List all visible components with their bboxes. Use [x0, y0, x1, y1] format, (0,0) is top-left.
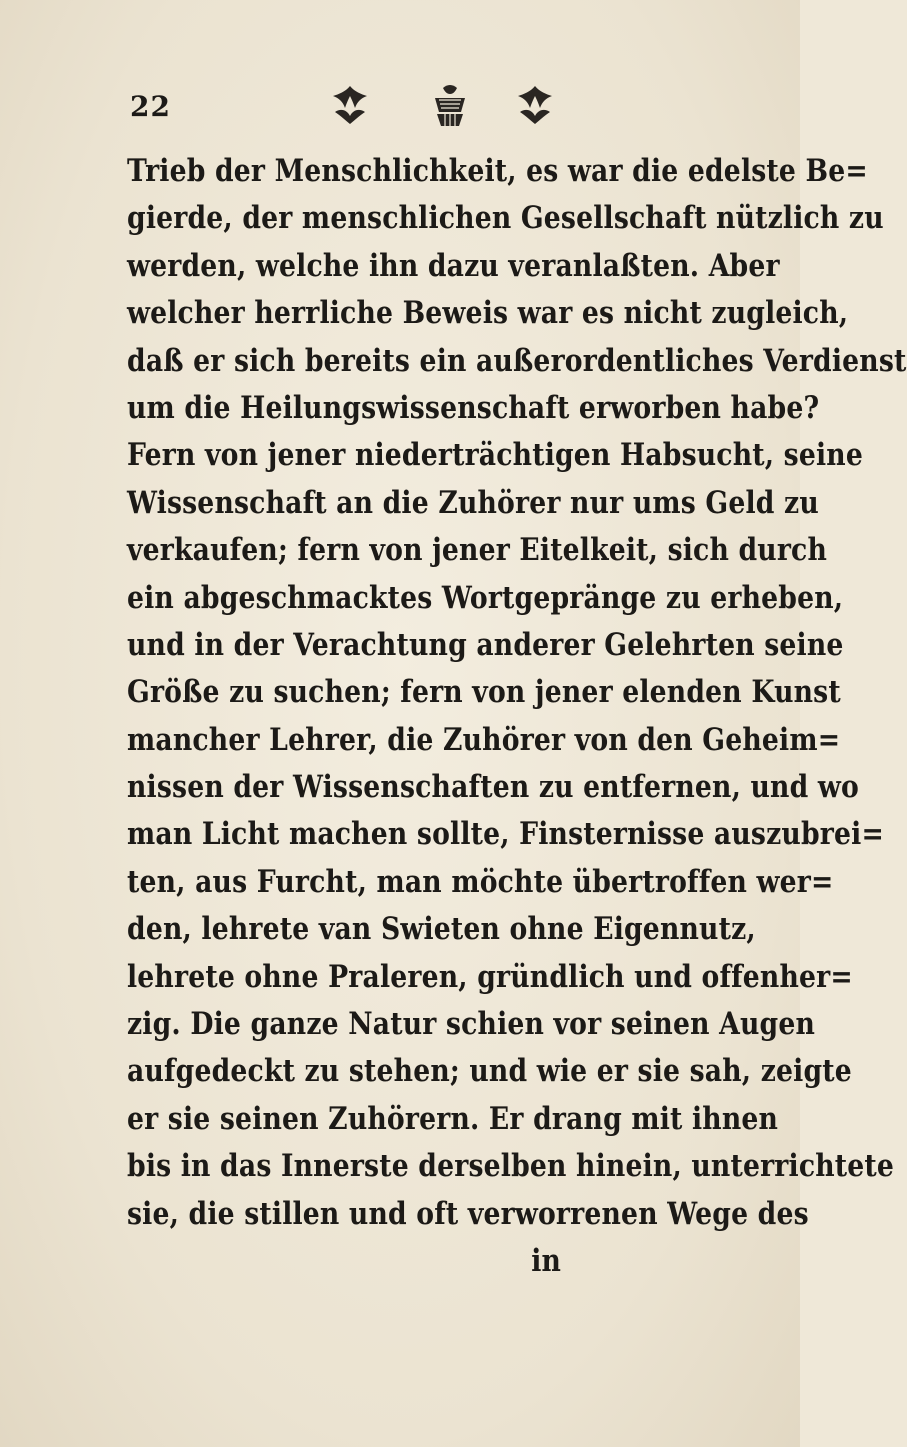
body-text: [127, 148, 907, 1285]
page-header: [0, 82, 800, 132]
text-line: Trieb der Menschlichkeit, es war die edelste Be=: [127, 153, 868, 189]
text-line: gierde, der menschlichen Gesellschaft nützlich zu: [127, 200, 884, 237]
text-line: er sie seinen Zuhörern. Er drang mit ihnen: [127, 1100, 779, 1137]
text-line: und in der Verachtung anderer Gelehrten seine: [127, 626, 844, 663]
text-line: Fern von jener niederträchtigen Habsucht, seine: [127, 437, 863, 474]
basket-ornament-icon: [425, 82, 475, 128]
text-line: man Licht machen sollte, Finsternisse auszubrei=: [127, 816, 884, 853]
text-line: lehrete ohne Praleren, gründlich und offenher=: [127, 958, 853, 995]
text-line: aufgedeckt zu stehen; und wie er sie sah, zeigte: [127, 1053, 852, 1090]
text-line: um die Heilungswissenschaft erworben habe?: [127, 389, 820, 426]
text-line: ein abgeschmacktes Wortgepränge zu erheben,: [127, 579, 844, 616]
text-line: Wissenschaft an die Zuhörer nur ums Geld zu: [127, 484, 819, 521]
text-line: zig. Die ganze Natur schien vor seinen Augen: [127, 1006, 816, 1043]
text-line: werden, welche ihn dazu veranlaßten. Aber: [127, 247, 780, 284]
text-line: bis in das Innerste derselben hinein, unterrichtete: [127, 1148, 895, 1185]
text-line: verkaufen; fern von jener Eitelkeit, sich durch: [127, 532, 828, 569]
vine-ornament-icon: [325, 82, 375, 128]
text-line: mancher Lehrer, die Zuhörer von den Geheim=: [127, 721, 841, 758]
text-line: daß er sich bereits ein außerordentliches Verdienst: [127, 342, 907, 379]
text-line: ten, aus Furcht, man möchte übertroffen wer=: [127, 863, 834, 900]
text-line: den, lehrete van Swieten ohne Eigennutz,: [127, 911, 756, 948]
text-line: sie, die stillen und oft verworrenen Wege des: [127, 1195, 809, 1232]
page-number: 22: [130, 90, 171, 123]
text-line: welcher herrliche Beweis war es nicht zugleich,: [127, 295, 849, 332]
text-line: Größe zu suchen; fern von jener elenden Kunst: [127, 674, 841, 711]
vine-ornament-icon: [510, 82, 560, 128]
text-line: nissen der Wissenschaften zu entfernen, und wo: [127, 769, 859, 806]
catchword: in: [531, 1242, 562, 1279]
